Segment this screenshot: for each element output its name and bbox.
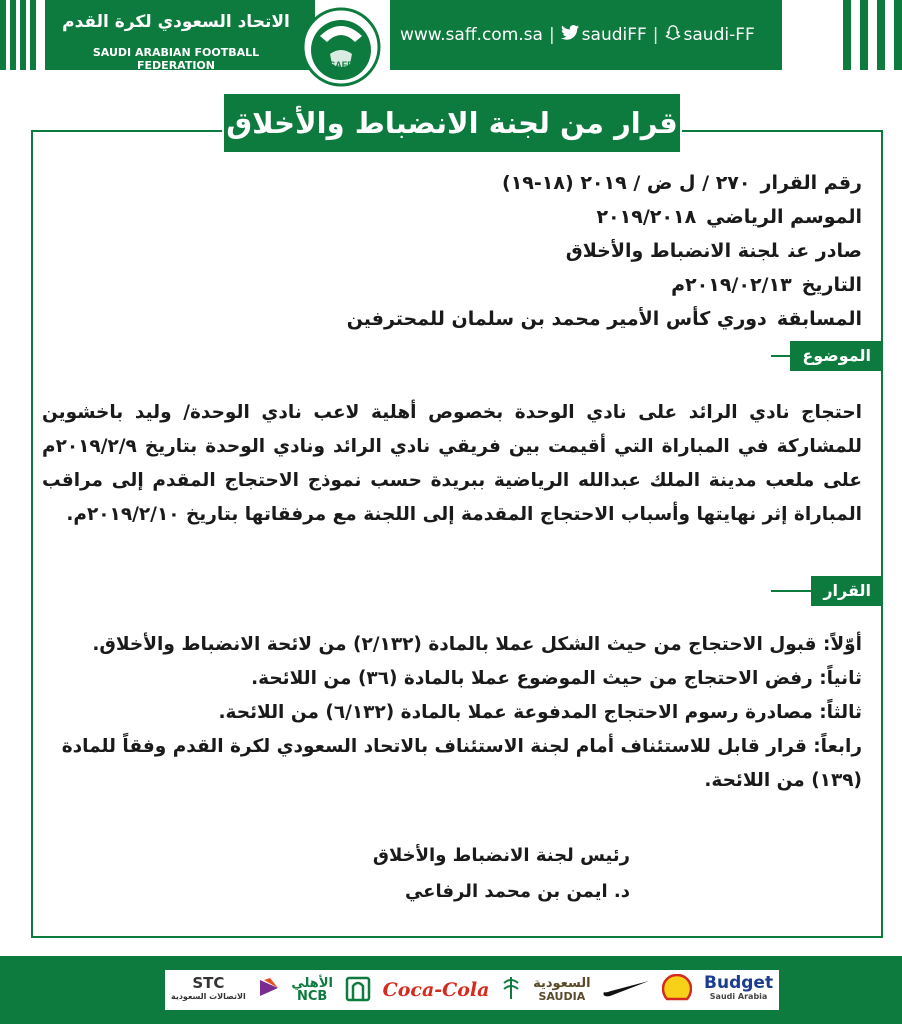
sponsor-ncb-icon [345,974,371,1006]
meta-value: لجنة الانضباط والأخلاق [565,240,779,262]
meta-issued-by [302,234,862,268]
saff-emblem-icon [300,6,382,88]
sponsor-saudia-emblem-icon [501,975,521,1005]
sponsor-budget-sub: Saudi Arabia [709,992,768,1001]
meta-value: دوري كأس الأمير محمد بن سلمان للمحترفين [346,308,767,330]
snapchat-icon [665,25,681,46]
sponsor-saudia [533,977,591,1003]
signature-title: رئيس لجنة الانضباط والأخلاق [372,845,630,866]
sponsor-stc-icon [258,976,280,1004]
signature-block [350,838,630,910]
header-stripes-right [834,0,902,70]
sponsor-stc-name: STC [192,974,225,992]
sponsor-shell-icon [662,974,692,1006]
decision-item: ثانياً: رفض الاحتجاج من حيث الموضوع عملا بالمادة (٣٦) من اللائحة. [251,668,862,689]
header-stripes-left [0,0,45,70]
decision-item: ثالثاً: مصادرة رسوم الاحتجاج المدفوعة عملا بالمادة (٦/١٣٢) من اللائحة. [218,702,862,723]
subject-body: احتجاج نادي الرائد على نادي الوحدة بخصوص أهلية لاعب نادي الوحدة/ وليد باخشوين للمشاركة في المباراة التي أقيمت بين فريقي نادي الرائد ونادي الوحدة بتاريخ ٢٠١٩/٢/٩م على ملعب مدينة الملك عبدالله الرياضية ببريدة حسب نموذج الاحتجاج المقدم إلى مراقب المباراة إثر نهايتها وأسباب الاحتجاج المقدمة إلى اللجنة مع مرفقاتها بتاريخ ٢٠١٩/٢/١٠م. [42,402,862,525]
org-name-english: SAUDI ARABIAN FOOTBALL FEDERATION [92,46,260,72]
decision-metadata [302,166,862,336]
snapchat-handle[interactable]: saudi-FF [683,25,755,45]
separator: | [652,25,659,45]
meta-season [302,200,862,234]
twitter-handle[interactable]: saudiFF [581,25,647,45]
meta-label: الموسم الرياضي [706,206,862,228]
decision-list [42,628,862,798]
meta-decision-no [302,166,862,200]
separator: | [548,25,555,45]
subject-heading: الموضوع [790,341,883,371]
meta-label: صادر عن [788,240,862,262]
sponsor-nike-icon [602,978,650,1002]
sponsor-bar [165,970,779,1010]
meta-label: رقم القرار [760,172,862,194]
website-link[interactable]: www.saff.com.sa [400,25,543,45]
sponsor-saudia-en: SAUDIA [538,990,586,1003]
sponsor-budget [704,973,774,1003]
emblem-text: SAFF [329,60,353,70]
sponsor-ncb [291,977,333,1003]
meta-date [302,268,862,302]
sponsor-stc [170,974,246,1003]
sponsor-ncb-ar: الأهلي [291,976,333,991]
sponsor-saudia-ar: السعودية [533,976,591,991]
decision-heading: القرار [811,576,883,606]
meta-value: ٢٠١٩/٠٢/١٣م [671,274,792,296]
signature-name: د. ايمن بن محمد الرفاعي [404,881,630,902]
sponsor-stc-ar: الاتصالات السعودية [170,992,246,1001]
twitter-icon [561,25,579,45]
meta-value: ٢٠١٩/٢٠١٨ [596,206,697,228]
meta-label: التاريخ [801,274,862,296]
sponsor-budget-name: Budget [704,973,774,993]
sponsor-cocacola: Coca-Cola [382,978,490,1001]
social-links [400,0,775,70]
meta-label: المسابقة [776,308,862,330]
sponsor-ncb-en: NCB [296,989,328,1004]
meta-value: ٢٧٠ / ل ض / ٢٠١٩ (١٨-١٩) [502,172,751,194]
page-title: قرار من لجنة الانضباط والأخلاق [224,94,680,152]
meta-competition [302,302,862,336]
org-name-arabic: الاتحاد السعودي لكرة القدم [62,12,290,32]
decision-item: أوّلاً: قبول الاحتجاج من حيث الشكل عملا بالمادة (٢/١٣٢) من لائحة الانضباط والأخلاق. [92,634,862,655]
decision-item: رابعاً: قرار قابل للاستئناف أمام لجنة الاستئناف بالاتحاد السعودي لكرة القدم وفقاً للمادة (١٣٩) من اللائحة. [61,736,862,791]
